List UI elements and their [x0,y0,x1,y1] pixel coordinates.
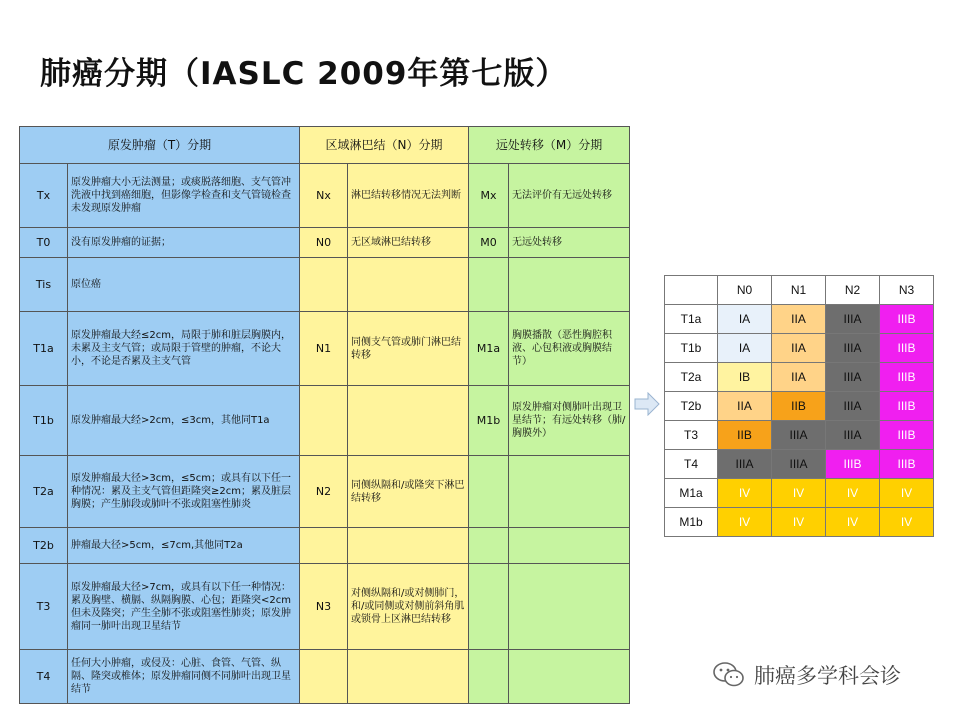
stage-cell: IIIA [718,450,772,479]
n-code-cell: N0 [300,228,348,258]
stage-cell: IIA [718,392,772,421]
stage-cell: IIIA [826,392,880,421]
stage-cell: IIIA [826,363,880,392]
t-description-cell: 原发肿瘤最大经>2cm，≤3cm，其他同T1a [68,386,300,456]
stage-cell: IIIA [826,305,880,334]
stage-cell: IV [880,479,934,508]
t-code-cell: Tis [20,258,68,312]
stage-row-label: T3 [665,421,718,450]
stage-row-label: T1a [665,305,718,334]
m-description-cell [509,528,630,564]
wechat-icon [712,661,746,689]
stage-row-label: M1b [665,508,718,537]
stage-grid [664,275,934,537]
n-description-cell [348,386,469,456]
t-code-cell: T2a [20,456,68,528]
m-description-cell [509,650,630,704]
stage-cell: IIIB [880,363,934,392]
m-code-cell [469,564,509,650]
stage-row [665,363,934,392]
stage-row-label: T4 [665,450,718,479]
stage-row [665,334,934,363]
footer-text: 肺癌多学科会诊 [754,664,901,688]
m-code-cell [469,650,509,704]
stage-cell: IA [718,305,772,334]
t-description-cell: 原发肿瘤最大径>7cm，或具有以下任一种情况：累及胸壁、横膈、纵隔胸膜、心包；距隆突<2cm但未及隆突；产生全肺不张或阻塞性肺炎；原发肿瘤同一肺叶出现卫星结节 [68,564,300,650]
m-description-cell: 原发肿瘤对侧肺叶出现卫星结节；有远处转移（肺/胸膜外） [509,386,630,456]
stage-cell: IV [718,508,772,537]
t-code-cell: T2b [20,528,68,564]
t-description-cell: 没有原发肿瘤的证据； [68,228,300,258]
stage-cell: IIIB [880,392,934,421]
stage-cell: IIIA [772,450,826,479]
stage-cell: IIIB [880,334,934,363]
stage-row [665,479,934,508]
stage-cell: IIA [772,334,826,363]
stage-cell: IV [772,479,826,508]
tnm-row [20,312,630,386]
n-code-cell: Nx [300,164,348,228]
stage-cell: IIB [718,421,772,450]
m-header: 远处转移（M）分期 [469,127,630,164]
t-code-cell: T4 [20,650,68,704]
page-title: 肺癌分期（IASLC 2009年第七版） [40,56,568,92]
t-description-cell: 任何大小肿瘤，或侵及：心脏、食管、气管、纵隔、隆突或椎体；原发肿瘤同侧不同肺叶出现卫星结节 [68,650,300,704]
n-description-cell [348,258,469,312]
stage-column-header: N3 [880,276,934,305]
tnm-row [20,456,630,528]
t-header: 原发肿瘤（T）分期 [20,127,300,164]
n-header: 区域淋巴结（N）分期 [300,127,469,164]
m-description-cell: 无法评价有无远处转移 [509,164,630,228]
t-description-cell: 肿瘤最大径>5cm，≤7cm,其他同T2a [68,528,300,564]
stage-row [665,421,934,450]
m-code-cell: M1a [469,312,509,386]
m-code-cell [469,528,509,564]
stage-column-header: N2 [826,276,880,305]
tnm-row [20,564,630,650]
stage-cell: IIIB [880,421,934,450]
stage-cell: IV [772,508,826,537]
m-description-cell [509,564,630,650]
n-code-cell: N2 [300,456,348,528]
stage-corner-cell [665,276,718,305]
stage-cell: IIIB [826,450,880,479]
stage-cell: IV [826,479,880,508]
stage-row-label: T1b [665,334,718,363]
n-code-cell [300,258,348,312]
t-description-cell: 原发肿瘤最大径>3cm，≤5cm；或具有以下任一种情况：累及主支气管但距隆突≥2cm；累及脏层胸膜；产生肺段或肺叶不张或阻塞性肺炎 [68,456,300,528]
tnm-row [20,228,630,258]
n-code-cell [300,528,348,564]
m-code-cell [469,258,509,312]
m-code-cell: M1b [469,386,509,456]
stage-cell: IIB [772,392,826,421]
stage-row-label: T2a [665,363,718,392]
m-description-cell [509,456,630,528]
m-description-cell: 无远处转移 [509,228,630,258]
stage-row [665,392,934,421]
m-code-cell: M0 [469,228,509,258]
n-code-cell [300,386,348,456]
stage-row [665,305,934,334]
n-description-cell: 无区域淋巴结转移 [348,228,469,258]
t-description-cell: 原位癌 [68,258,300,312]
tnm-row [20,650,630,704]
tnm-row [20,528,630,564]
n-description-cell [348,528,469,564]
n-description-cell: 淋巴结转移情况无法判断 [348,164,469,228]
m-description-cell [509,258,630,312]
stage-cell: IIIA [826,334,880,363]
stage-row-label: T2b [665,392,718,421]
tnm-row [20,164,630,228]
t-code-cell: Tx [20,164,68,228]
m-code-cell: Mx [469,164,509,228]
t-description-cell: 原发肿瘤最大经≤2cm，局限于肺和脏层胸膜内，未累及主支气管；或局限于管壁的肿瘤，不论大小，不论是否累及主支气管 [68,312,300,386]
stage-cell: IV [880,508,934,537]
tnm-row [20,386,630,456]
stage-cell: IIIB [880,305,934,334]
stage-cell: IIIA [826,421,880,450]
t-code-cell: T0 [20,228,68,258]
stage-column-header: N0 [718,276,772,305]
t-code-cell: T1a [20,312,68,386]
stage-column-header: N1 [772,276,826,305]
n-code-cell [300,650,348,704]
n-description-cell: 同侧纵隔和/或隆突下淋巴结转移 [348,456,469,528]
stage-cell: IV [826,508,880,537]
stage-row-label: M1a [665,479,718,508]
n-description-cell: 同侧支气管或肺门淋巴结转移 [348,312,469,386]
stage-cell: IA [718,334,772,363]
stage-row [665,508,934,537]
n-description-cell: 对侧纵隔和/或对侧肺门，和/或同侧或对侧前斜角肌或锁骨上区淋巴结转移 [348,564,469,650]
t-description-cell: 原发肿瘤大小无法测量；或痰脱落细胞、支气管冲洗液中找到癌细胞，但影像学检查和支气管镜检查未发现原发肿瘤 [68,164,300,228]
t-code-cell: T3 [20,564,68,650]
m-code-cell [469,456,509,528]
stage-cell: IB [718,363,772,392]
n-code-cell: N1 [300,312,348,386]
arrow-right-icon [633,392,661,416]
n-code-cell: N3 [300,564,348,650]
tnm-row [20,258,630,312]
n-description-cell [348,650,469,704]
stage-cell: IIA [772,363,826,392]
footer-watermark [712,660,901,690]
m-description-cell: 胸膜播散（恶性胸腔积液、心包积液或胸膜结节） [509,312,630,386]
stage-cell: IV [718,479,772,508]
stage-cell: IIIB [880,450,934,479]
stage-cell: IIA [772,305,826,334]
tnm-table [19,126,630,704]
t-code-cell: T1b [20,386,68,456]
stage-row [665,450,934,479]
stage-cell: IIIA [772,421,826,450]
